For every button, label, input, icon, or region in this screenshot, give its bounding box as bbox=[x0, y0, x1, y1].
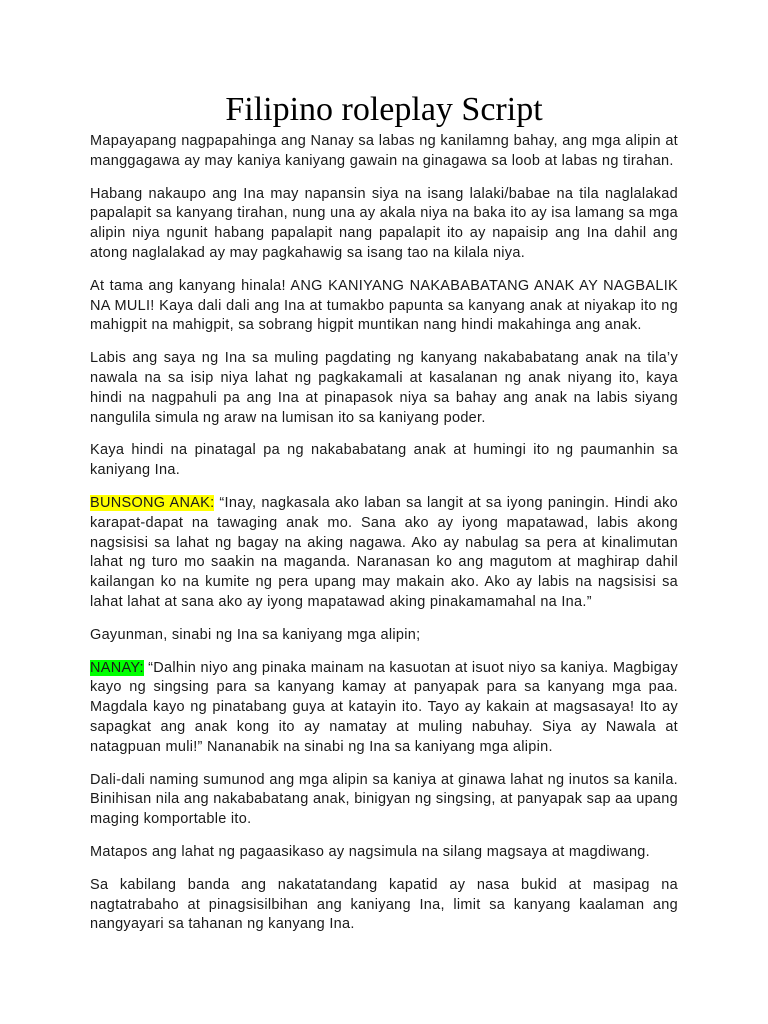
paragraph-text: Habang nakaupo ang Ina may napansin siya na isang lalaki/babae na tila naglalakad papalapit sa kanyang tirahan, nung una ay akala niya na baka ito ay isa lamang sa mga alipin niya ngunit habang papalapit nang papalapit ito ay napaisip ang Ina dahil ang atong naglalakad ay may pagkahawig sa isang tao na kilala niya. bbox=[90, 185, 678, 261]
paragraph-5 bbox=[90, 441, 678, 481]
paragraph-text: Sa kabilang banda ang nakatatandang kapatid ay nasa bukid at masipag na nagtatrabaho at pinagsisilbihan ang kaniyang Ina, limit sa kanyang kaalaman ang nangyayari sa tahanan ng kanyang Ina. bbox=[90, 876, 678, 933]
paragraph-3 bbox=[90, 277, 678, 336]
speaker-label-bunsong-anak: BUNSONG ANAK: bbox=[90, 494, 215, 511]
document-title: Filipino roleplay Script bbox=[225, 91, 543, 128]
paragraph-2 bbox=[90, 185, 678, 264]
paragraph-9 bbox=[90, 771, 678, 830]
dialogue-text: “Inay, nagkasala ako laban sa langit at sa iyong paningin. Hindi ako karapat-dapat na tawaging anak mo. Sana ako ay iyong mapatawad, labis akong nagsisisi sa lahat ng bagay na aking nagawa. Ako ay nabulag sa pera at kinalimutan lahat ng turo mo saakin na maganda. Naranasan ko ang magutom at maghirap dahil kailangan ko na kumite ng pera upang may makain ako. Ako ay labis na nagsisisi sa lahat lahat at sana ako ay iyong mapatawad aking pinakamamahal na Ina.” bbox=[90, 494, 678, 610]
document-body bbox=[90, 132, 678, 948]
paragraph-text: Labis ang saya ng Ina sa muling pagdating ng kanyang nakababatang anak na tila’y nawala na sa isip niya lahat ng pagkakamali at kasalanan ng anak niyang ito, kaya hindi na nagpahuli pa ang Ina at pinapasok niya sa bahay ang anak na labis siyang nangulila simula ng araw na lumisan ito sa kaniyang poder. bbox=[90, 350, 678, 426]
paragraph-1 bbox=[90, 132, 678, 172]
paragraph-text: Gayunman, sinabi ng Ina sa kaniyang mga alipin; bbox=[90, 626, 421, 643]
paragraph-text: Dali-dali naming sumunod ang mga alipin sa kaniya at ginawa lahat ng inutos sa kanila. Binihisan nila ang nakababatang anak, binigyan ng singsing, at panyapak sap aa upang maging komportable ito. bbox=[90, 771, 678, 828]
speaker-label-nanay: NANAY: bbox=[90, 659, 144, 676]
paragraph-4 bbox=[90, 349, 678, 428]
dialogue-text: “Dalhin niyo ang pinaka mainam na kasuotan at isuot niyo sa kaniya. Magbigay kayo ng singsing para sa kanyang kamay at panyapak para sa kanyang mga paa. Magdala kayo ng pinatabang guya at katayin ito. Tayo ay kakain at magsasaya! Ito ay sapagkat ang anak kong ito ay namatay at muling nabuhay. Siya ay Nawala at natagpuan muli!” Nananabik na sinabi ng Ina sa kaniyang mga alipin. bbox=[90, 659, 679, 755]
paragraph-7 bbox=[90, 626, 678, 646]
paragraph-10 bbox=[90, 843, 678, 863]
paragraph-8-nanay-dialogue bbox=[90, 659, 678, 758]
paragraph-text: Kaya hindi na pinatagal pa ng nakababatang anak at humingi ito ng paumanhin sa kaniyang Ina. bbox=[90, 442, 678, 479]
paragraph-text: Matapos ang lahat ng pagaasikaso ay nagsimula na silang magsaya at magdiwang. bbox=[90, 843, 650, 860]
paragraph-text: At tama ang kanyang hinala! ANG KANIYANG NAKABABATANG ANAK AY NAGBALIK NA MULI! Kaya dali dali ang Ina at tumakbo papunta sa kanyang anak at niyakap ito ng mahigpit na mahigpit, sa sobrang higpit muntikan nang hindi makahinga ang anak. bbox=[90, 277, 678, 334]
paragraph-text: Mapayapang nagpapahinga ang Nanay sa labas ng kanilamng bahay, ang mga alipin at manggagawa ay may kaniya kaniyang gawain na ginagawa sa loob at labas ng tirahan. bbox=[90, 133, 678, 169]
paragraph-11 bbox=[90, 876, 678, 935]
paragraph-6-bunsong-dialogue bbox=[90, 494, 678, 613]
